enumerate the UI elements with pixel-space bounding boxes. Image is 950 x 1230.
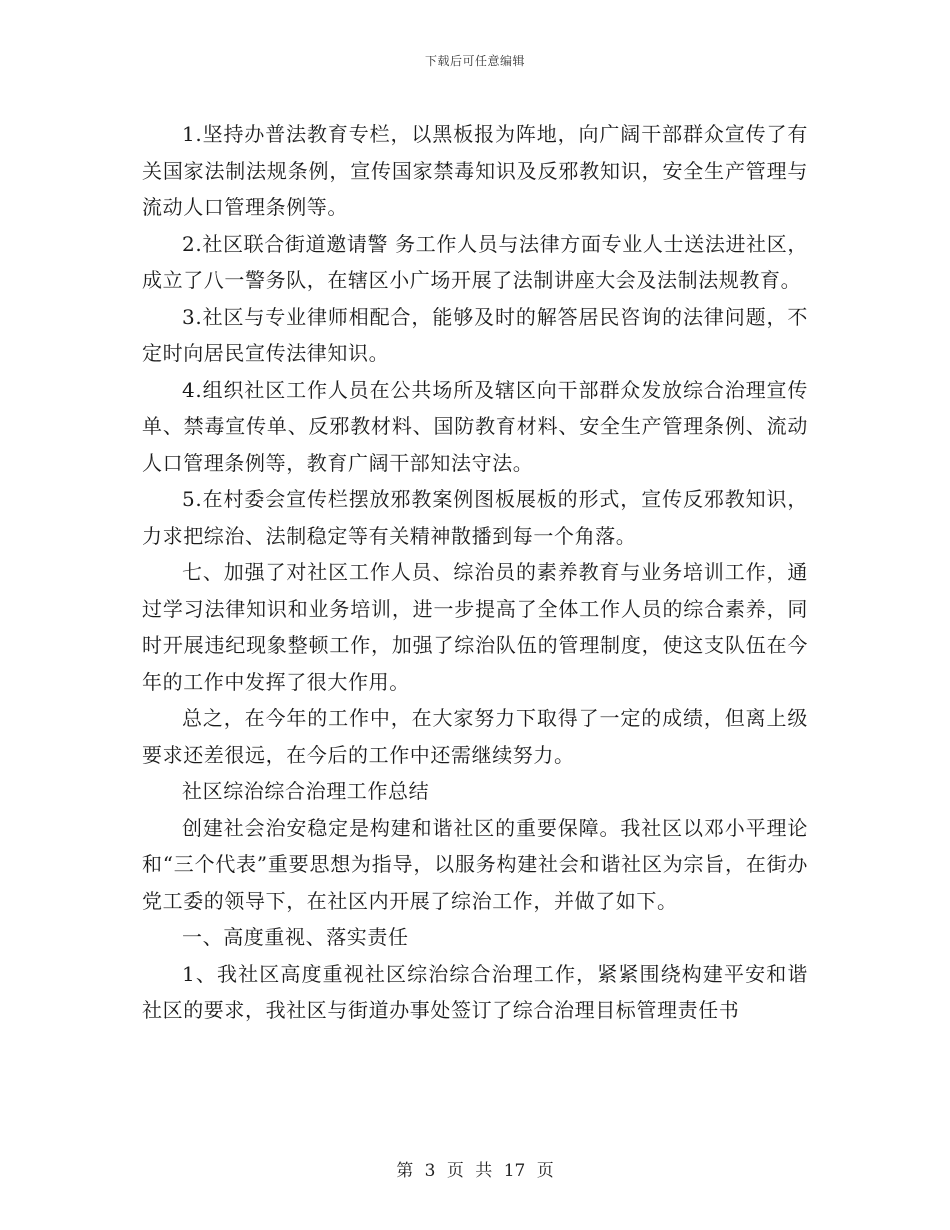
paragraph-item-2: 2.社区联合街道邀请警 务工作人员与法律方面专业人士送法进社区，成立了八一警务队，在辖区小广场开展了法制讲座大会及法制法规教育。 [142,231,808,292]
document-body [142,116,808,1029]
paragraph-item-5: 5.在村委会宣传栏摆放邪教案例图板展板的形式，宣传反邪教知识，力求把综治、法制稳定等有关精神散播到每一个角落。 [142,487,808,548]
paragraph-responsibility: 1、我社区高度重视社区综治综合治理工作，紧紧围绕构建平安和谐社区的要求，我社区与街道办事处签订了综合治理目标管理责任书 [142,961,808,1022]
subsection-heading: 一、高度重视、落实责任 [182,925,409,949]
page-header: 下载后可任意编辑 [424,54,525,68]
section-title: 社区综治综合治理工作总结 [182,779,430,803]
paragraph-section-seven: 七、加强了对社区工作人员、综治员的素养教育与业务培训工作，通过学习法律知识和业务培训，进一步提高了全体工作人员的综合素养，同时开展违纪现象整顿工作，加强了综治队伍的管理制度，使这支队伍在今年的工作中发挥了很大作用。 [142,560,808,694]
paragraph-item-1: 1.坚持办普法教育专栏，以黑板报为阵地，向广阔干部群众宣传了有关国家法制法规条例，宣传国家禁毒知识及反邪教知识，安全生产管理与流动人口管理条例等。 [142,122,808,219]
paragraph-intro: 创建社会治安稳定是构建和谐社区的重要保障。我社区以邓小平理论和“三个代表”重要思想为指导，以服务构建社会和谐社区为宗旨，在街办党工委的领导下，在社区内开展了综治工作，并做了如下。 [142,815,808,913]
paragraph-item-3: 3.社区与专业律师相配合，能够及时的解答居民咨询的法律问题，不定时向居民宣传法律知识。 [142,304,808,365]
paragraph-item-4: 4.组织社区工作人员在公共场所及辖区向干部群众发放综合治理宣传单、禁毒宣传单、反邪教材料、国防教育材料、安全生产管理条例、流动人口管理条例等，教育广阔干部知法守法。 [142,377,808,475]
page-number-footer: 第 3 页 共 17 页 [396,1161,554,1181]
paragraph-conclusion: 总之，在今年的工作中，在大家努力下取得了一定的成绩，但离上级要求还差很远，在今后的工作中还需继续努力。 [142,706,808,767]
